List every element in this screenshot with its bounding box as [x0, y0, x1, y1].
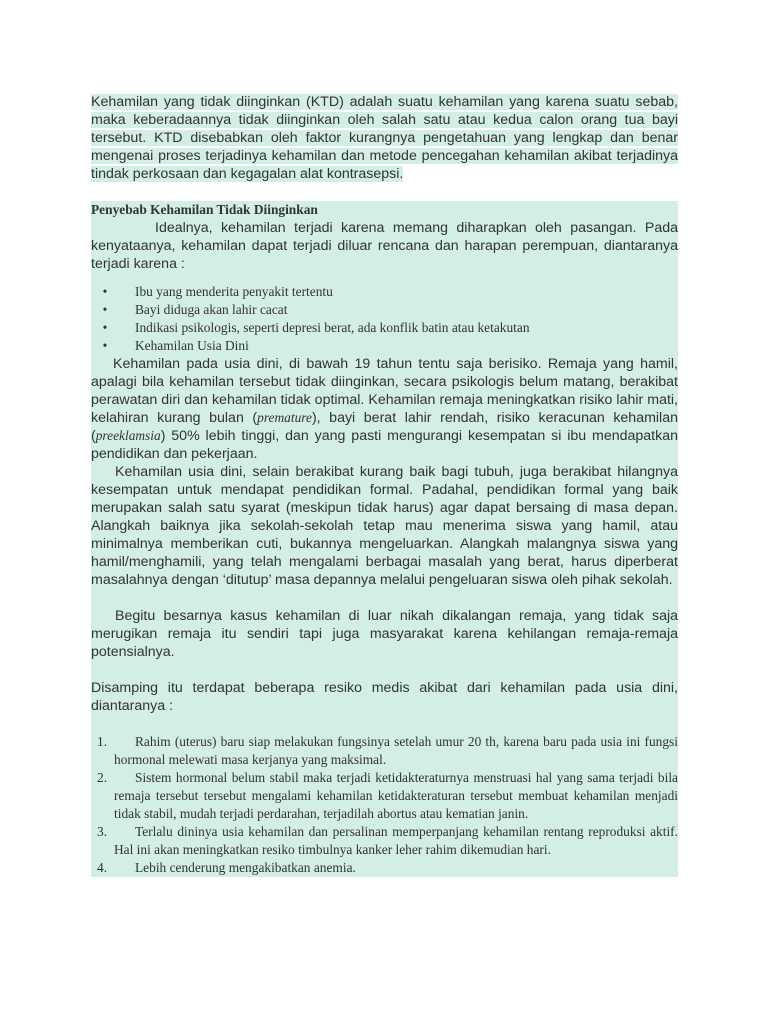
list-item: 3. Terlalu dininya usia kehamilan dan persalinan memperpanjang kehamilan rentang reproduksi aktif. Hal ini akan meningkatkan resiko timbulnya kanker leher rahim dikemudian hari. — [97, 824, 678, 857]
list-item: 1. Rahim (uterus) baru siap melakukan fungsinya setelah umur 20 th, karena baru pada usia ini fungsi hormonal melewati masa kerjanya yang maksimal. — [97, 734, 678, 767]
young-pregnancy-paragraph: Kehamilan pada usia dini, di bawah 19 tahun tentu saja berisiko. Remaja yang hamil, apalagi bila kehamilan tersebut tidak diinginkan, secara psikologis belum matang, berakibat perawatan diri dan kehamilan tidak optimal. Kehamilan remaja meningkatkan risiko lahir mati, kelahiran kurang bulan (premature), bayi berat lahir rendah, risiko keracunan kehamilan (preeklamsia) 50% lebih tinggi, dan yang pasti mengurangi kesempatan si ibu mendapatkan pendidikan dan pekerjaan. — [91, 356, 678, 462]
bullet-icon: • — [102, 284, 108, 299]
list-item: 4. Lebih cenderung mengakibatkan anemia. — [97, 860, 356, 875]
term-premature: premature — [257, 410, 312, 425]
document-page — [91, 93, 678, 877]
list-number: 2. — [97, 770, 108, 785]
section-heading: Penyebab Kehamilan Tidak Diinginkan — [91, 202, 318, 217]
list-item: • Kehamilan Usia Dini — [91, 337, 678, 355]
term-preeklamsia: preeklamsia — [95, 428, 161, 443]
bullet-icon: • — [102, 302, 108, 317]
list-number: 4. — [97, 860, 108, 875]
causes-list — [91, 283, 678, 355]
bullet-icon: • — [102, 338, 108, 353]
education-paragraph: Kehamilan usia dini, selain berakibat kurang baik bagi tubuh, juga berakibat hilangnya kesempatan untuk mendapat pendidikan formal. Padahal, pendidikan formal yang baik merupakan salah satu syarat (meskipun tidak harus) agar dapat bersaing di masa depan. Alangkah baiknya jika sekolah-sekolah tetap mau menerima siswa yang hamil, atau minimalnya memberikan cuti, bukannya mengeluarkan. Alangkah malangnya siswa yang hamil/menghamili, yang telah mengalami berbagai masalah yang berat, harus diperberat masalahnya dengan ‘ditutup’ masa depannya melalui pengeluaran siswa oleh pihak sekolah. — [91, 464, 678, 588]
list-item: • Bayi diduga akan lahir cacat — [91, 301, 678, 319]
list-item: 2. Sistem hormonal belum stabil maka terjadi ketidakteraturnya menstruasi hal yang sama terjadi bila remaja tersebut tersebut mengalami kehamilan ketidakteraturan tersebut membuat kehamilan menjadi tidak stabil, mudah terjadi perdarahan, terjadilah abortus atau kematian janin. — [97, 770, 678, 821]
causes-section — [91, 201, 678, 877]
section-paragraph: Idealnya, kehamilan terjadi karena memang diharapkan oleh pasangan. Pada kenyataanya, kehamilan dapat terjadi diluar rencana dan harapan perempuan, diantaranya terjadi karena : — [91, 220, 678, 272]
list-number: 1. — [97, 734, 108, 749]
magnitude-paragraph: Begitu besarnya kasus kehamilan di luar nikah dikalangan remaja, yang tidak saja merugikan remaja itu sendiri tapi juga masyarakat karena kehilangan remaja-remaja potensialnya. — [91, 608, 678, 660]
intro-paragraph: Kehamilan yang tidak diinginkan (KTD) adalah suatu kehamilan yang karena suatu sebab, maka keberadaannya tidak diinginkan oleh salah satu atau kedua calon orang tua bayi tersebut. KTD disebabkan oleh faktor kurangnya pengetahuan yang lengkap dan benar mengenai proses terjadinya kehamilan dan metode pencegahan kehamilan akibat terjadinya tindak perkosaan dan kegagalan alat kontrasepsi. — [91, 94, 678, 182]
risks-intro-paragraph: Disamping itu terdapat beberapa resiko medis akibat dari kehamilan pada usia dini, diantaranya : — [91, 680, 678, 714]
bullet-icon: • — [102, 320, 108, 335]
list-item: • Indikasi psikologis, seperti depresi berat, ada konflik batin atau ketakutan — [91, 319, 678, 337]
list-number: 3. — [97, 824, 108, 839]
risks-list — [91, 733, 678, 877]
list-item: • Ibu yang menderita penyakit tertentu — [91, 283, 678, 301]
